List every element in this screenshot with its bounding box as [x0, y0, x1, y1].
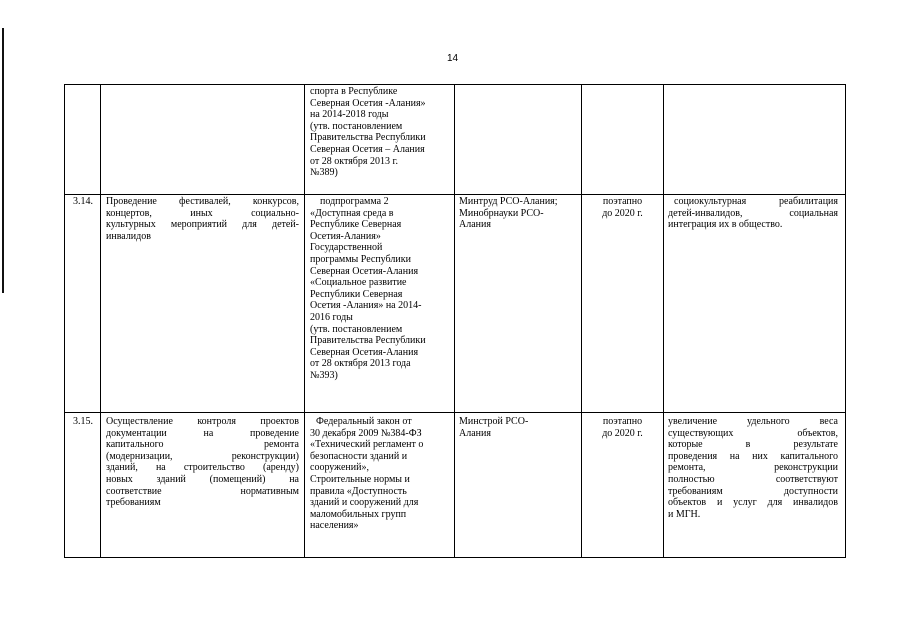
event-cell [106, 416, 299, 509]
cell-line: полностью соответствуют [668, 473, 838, 485]
cell-line: 30 декабря 2009 №384-ФЗ [310, 427, 422, 439]
cell-line: капитального ремонта [106, 439, 299, 451]
column-divider [64, 84, 65, 558]
table-bottom-border [64, 557, 846, 558]
cell-line: Республики Северная [310, 288, 403, 300]
result-cell [668, 196, 838, 231]
executor-cell [459, 196, 577, 231]
cell-line: документации на проведение [106, 427, 299, 439]
cell-line: Государственной [310, 242, 383, 254]
cell-line: Проведение фестивалей, конкурсов, [106, 196, 299, 207]
cell-line: Северная Осетия-Алания [310, 346, 419, 358]
cell-line: поэтапно [602, 416, 643, 427]
executor-cell [459, 416, 577, 439]
cell-line: №393) [310, 369, 338, 381]
cell-line: №389) [310, 167, 338, 179]
cell-line: (утв. постановлением [310, 120, 403, 132]
cell-line: на 2014-2018 годы [310, 109, 389, 121]
cell-line: ремонта, реконструкции [668, 462, 838, 474]
event-cell [106, 196, 299, 242]
cell-line: программы Республики [310, 253, 411, 265]
cell-line: «Технический регламент о [310, 439, 424, 451]
item-number: 3.14. [73, 196, 93, 207]
cell-line: зданий и сооружений для [310, 497, 419, 509]
row-divider [64, 194, 846, 195]
cell-line: от 28 октября 2013 г. [310, 155, 398, 167]
cell-line: зданий, на строительство (аренду) [106, 462, 299, 474]
column-divider [581, 84, 582, 558]
cell-line: маломобильных групп [310, 508, 407, 520]
cell-line: Северная Осетия – Алания [310, 143, 425, 155]
cell-line: и МГН. [668, 508, 701, 520]
row-divider [64, 412, 846, 413]
cell-line: спорта в Республике [310, 86, 398, 97]
column-divider [845, 84, 846, 558]
cell-line: безопасности зданий и [310, 450, 408, 462]
cell-line: до 2020 г. [602, 427, 643, 439]
column-divider [663, 84, 664, 558]
cell-line: требованиям [106, 497, 161, 509]
basis-cell [310, 416, 452, 532]
cell-line: Федеральный закон от [316, 416, 412, 427]
page-number: 14 [446, 53, 459, 64]
result-cell [668, 416, 838, 520]
cell-line: Республике Северная [310, 219, 402, 231]
cell-line: проведения на них капитального [668, 450, 838, 462]
cell-line: культурных мероприятий для детей- [106, 219, 299, 231]
cell-line: 2016 годы [310, 311, 353, 323]
cell-line: Правительства Республики [310, 132, 426, 144]
cell-line: интеграция их в общество. [668, 219, 783, 231]
cell-line: (модернизации, реконструкции) [106, 450, 299, 462]
cell-line: соответствие нормативным [106, 485, 299, 497]
cell-line: подпрограмма 2 [320, 196, 389, 207]
cell-line: инвалидов [106, 230, 151, 242]
item-number: 3.15. [73, 416, 93, 427]
cell-line: «Доступная среда в [310, 207, 394, 219]
cell-line: концертов, иных социально- [106, 207, 299, 219]
table-top-border [64, 84, 846, 85]
cell-line: которые в результате [668, 439, 838, 451]
cell-line: объектов и услуг для инвалидов [668, 497, 838, 509]
cell-line: Северная Осетия -Алания» [310, 97, 426, 109]
cell-line: требованиям доступности [668, 485, 838, 497]
cell-line: Минобрнауки РСО- [459, 207, 544, 219]
cell-line: от 28 октября 2013 года [310, 358, 411, 370]
cell-line: «Социальное развитие [310, 277, 407, 289]
cell-line: сооружений», [310, 462, 369, 474]
cell-line: поэтапно [602, 196, 643, 207]
cell-line: Осуществление контроля проектов [106, 416, 299, 427]
basis-cell [310, 196, 452, 382]
cell-line: Правительства Республики [310, 335, 426, 347]
cell-line: Строительные нормы и [310, 473, 410, 485]
column-divider [454, 84, 455, 558]
cell-line: существующих объектов, [668, 427, 838, 439]
cell-line: Северная Осетия-Алания [310, 265, 419, 277]
cell-line: Осетия-Алания» [310, 230, 381, 242]
cell-line: Алания [459, 219, 491, 231]
term-cell [585, 196, 660, 219]
cell-line: новых зданий (помещений) на [106, 473, 299, 485]
cell-line: правила «Доступность [310, 485, 407, 497]
cell-line: (утв. постановлением [310, 323, 403, 335]
term-cell [585, 416, 660, 439]
cell-line: Алания [459, 427, 491, 439]
cell-line: населения» [310, 520, 359, 532]
cell-line: Минтруд РСО-Алания; [459, 196, 558, 207]
cell-line: Минстрой РСО- [459, 416, 529, 427]
basis-cell [310, 86, 452, 179]
column-divider [100, 84, 101, 558]
cell-line: до 2020 г. [602, 207, 643, 219]
cell-line: Осетия -Алания» на 2014- [310, 300, 422, 312]
cell-line: детей-инвалидов, социальная [668, 207, 838, 219]
cell-line: социокультурная реабилитация [674, 196, 838, 207]
cell-line: увеличение удельного веса [668, 416, 838, 427]
column-divider [304, 84, 305, 558]
